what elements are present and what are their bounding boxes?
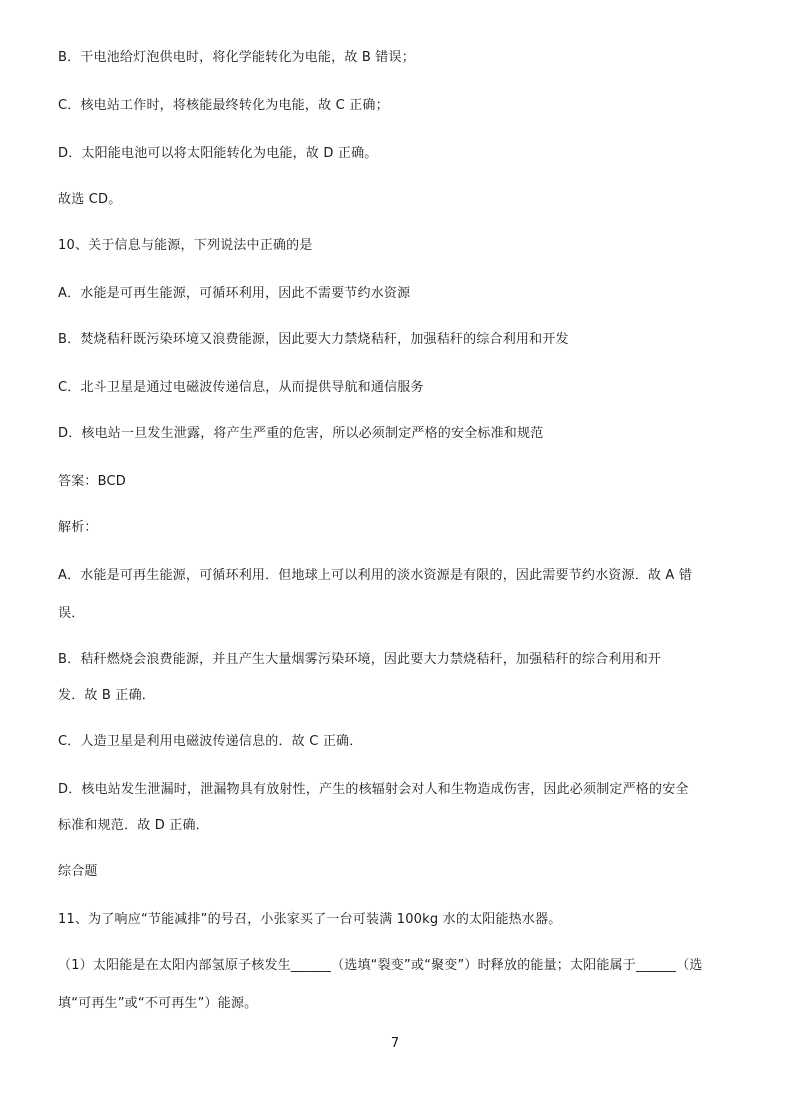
question-10-stem: 10、关于信息与能源，下列说法中正确的是 <box>58 238 313 253</box>
question-11-part-1-line-1: （1）太阳能是在太阳内部氢原子核发生______（选填“裂变”或“聚变”）时释放的能量；太阳能属于______（选 <box>58 958 703 973</box>
analysis-heading: 解析： <box>58 520 98 535</box>
page-number: 7 <box>390 1036 400 1051</box>
analysis-b-line-1: B．秸秆燃烧会浪费能源，并且产生大量烟雾污染环境，因此要大力禁烧秸秆，加强秸秆的综合利用和开 <box>58 652 662 667</box>
analysis-a-line-2: 误． <box>58 606 85 621</box>
question-10-option-b: B．焚烧秸秆既污染环境又浪费能源，因此要大力禁烧秸秆，加强秸秆的综合利用和开发 <box>58 332 569 347</box>
analysis-d-line-1: D．核电站发生泄漏时，泄漏物具有放射性，产生的核辐射会对人和生物造成伤害，因此必须制定严格的安全 <box>58 782 689 797</box>
section-heading-comprehensive: 综合题 <box>58 864 98 879</box>
analysis-c: C．人造卫星是利用电磁波传递信息的．故 C 正确． <box>58 734 363 749</box>
question-10-answer: 答案：BCD <box>58 474 126 489</box>
question-10-option-c: C．北斗卫星是通过电磁波传递信息，从而提供导航和通信服务 <box>58 380 424 395</box>
question-10-option-a: A．水能是可再生能源，可循环利用，因此不需要节约水资源 <box>58 286 411 301</box>
answer-line-c: C．核电站工作时，将核能最终转化为电能，故 C 正确； <box>58 98 389 113</box>
analysis-a-line-1: A．水能是可再生能源，可循环利用．但地球上可以利用的淡水资源是有限的，因此需要节约水资源．故 A 错 <box>58 568 693 583</box>
analysis-d-line-2: 标准和规范．故 D 正确． <box>58 818 209 833</box>
answer-line-b: B．干电池给灯泡供电时，将化学能转化为电能，故 B 错误； <box>58 50 415 65</box>
answer-conclusion: 故选 CD。 <box>58 192 122 207</box>
analysis-b-line-2: 发．故 B 正确． <box>58 688 155 703</box>
question-11-part-1-line-2: 填“可再生”或“不可再生”）能源。 <box>58 996 258 1011</box>
answer-line-d: D．太阳能电池可以将太阳能转化为电能，故 D 正确。 <box>58 146 378 161</box>
question-11-stem: 11、为了响应“节能减排”的号召，小张家买了一台可装满 100kg 水的太阳能热水器。 <box>58 912 562 927</box>
question-10-option-d: D．核电站一旦发生泄露，将产生严重的危害，所以必须制定严格的安全标准和规范 <box>58 426 544 441</box>
